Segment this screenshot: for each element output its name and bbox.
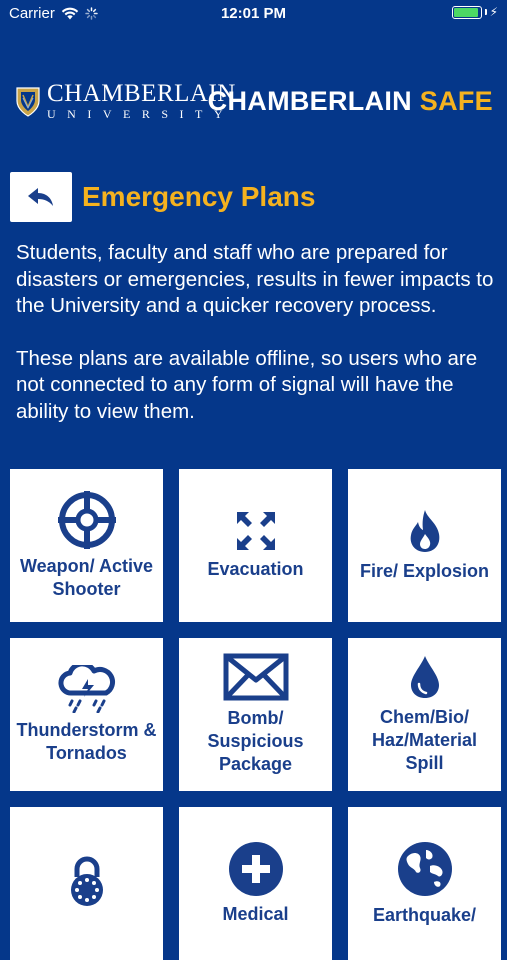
status-time: 12:01 PM <box>220 5 287 22</box>
plan-tile-evacuation[interactable] <box>179 469 332 622</box>
logo-row <box>0 78 507 128</box>
globe-icon <box>396 840 454 898</box>
chamberlain-safe-logo <box>208 86 493 116</box>
plan-label: Earthquake/ <box>372 905 477 925</box>
plan-tile-chem-bio-haz-material-spill[interactable] <box>348 638 501 791</box>
page-title: Emergency Plans <box>82 181 316 212</box>
storm-cloud-icon <box>58 665 116 713</box>
lock-icon <box>67 855 107 907</box>
flame-icon <box>407 508 443 554</box>
plan-tile-lockdown[interactable] <box>10 807 163 960</box>
plan-tile-fire-explosion[interactable] <box>348 469 501 622</box>
battery-tip <box>485 9 487 15</box>
plan-tile-medical[interactable] <box>179 807 332 960</box>
status-right <box>452 5 498 19</box>
plan-label: Chem/Bio/ Haz/Material Spill <box>371 707 478 773</box>
plan-label: Medical <box>222 904 289 924</box>
intro-paragraph-2: These plans are available offline, so users who are not connected to any form of signal will have the ability to view them. <box>16 346 478 423</box>
plan-tile-earthquake[interactable] <box>348 807 501 960</box>
battery-icon <box>452 6 482 19</box>
university-shield-icon <box>15 86 41 118</box>
plan-label: Weapon/ Active Shooter <box>19 555 154 599</box>
crosshair-icon <box>58 491 116 549</box>
expand-arrows-icon <box>235 510 277 552</box>
droplet-icon <box>409 654 441 700</box>
battery-level <box>454 8 478 17</box>
plan-label: Thunderstorm & Tornados <box>16 719 157 763</box>
plan-tile-bomb-suspicious-package[interactable] <box>179 638 332 791</box>
app-name-yellow: SAFE <box>419 86 493 116</box>
chamberlain-university-logo <box>15 82 236 121</box>
charging-bolt-icon: ⚡ <box>489 5 498 19</box>
envelope-icon <box>223 653 289 701</box>
carrier-label: Carrier <box>9 5 55 22</box>
university-name: CHAMBERLAIN <box>47 80 236 107</box>
app-name-white: CHAMBERLAIN <box>207 86 412 116</box>
back-arrow-icon <box>26 186 56 208</box>
status-bar <box>0 0 507 30</box>
intro-paragraph-1: Students, faculty and staff who are prepared for disasters or emergencies, results in fewer impacts to the University and a quicker recovery process. <box>16 241 494 317</box>
plan-label: Bomb/ Suspicious Package <box>207 708 304 774</box>
plan-label: Evacuation <box>207 559 304 579</box>
plan-tile-thunderstorm-tornados[interactable] <box>10 638 163 791</box>
university-subtitle: UNIVERSITY <box>47 107 234 121</box>
plan-tile-weapon-active-shooter[interactable] <box>10 469 163 622</box>
medical-cross-icon <box>228 841 284 897</box>
plan-label: Fire/ Explosion <box>359 561 490 581</box>
back-button[interactable] <box>10 172 72 222</box>
intro-text <box>16 240 501 425</box>
